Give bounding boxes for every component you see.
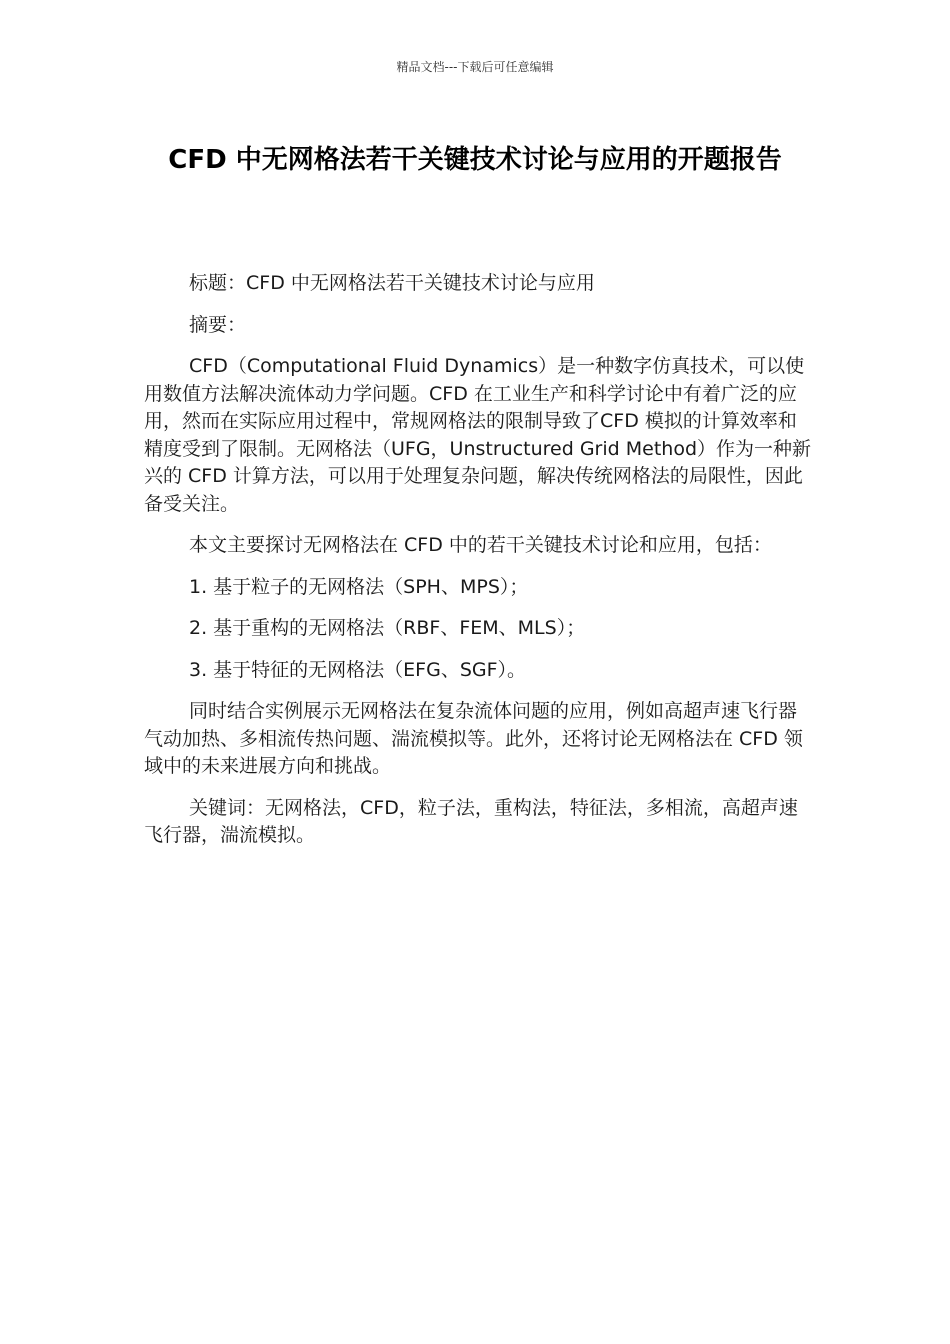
abstract-label: 摘要： bbox=[189, 313, 247, 336]
title-line: 标题：CFD 中无网格法若干关键技术讨论与应用 bbox=[189, 272, 595, 294]
list-item-3: 3. 基于特征的无网格法（EFG、SGF）。 bbox=[189, 658, 527, 681]
scope-paragraph: 本文主要探讨无网格法在 CFD 中的若干关键技术讨论和应用，包括： bbox=[189, 534, 772, 556]
document-body bbox=[144, 270, 814, 864]
keywords-paragraph: 关键词：无网格法，CFD，粒子法，重构法，特征法，多相流，高超声速飞行器，湍流模拟。 bbox=[144, 796, 798, 846]
application-paragraph: 同时结合实例展示无网格法在复杂流体问题的应用，例如高超声速飞行器气动加热、多相流传热问题、湍流模拟等。此外，还将讨论无网格法在 CFD 领域中的未来进展方向和挑战。 bbox=[144, 700, 803, 777]
document-title: CFD 中无网格法若干关键技术讨论与应用的开题报告 bbox=[168, 145, 782, 175]
list-item-2: 2. 基于重构的无网格法（RBF、FEM、MLS）； bbox=[189, 617, 586, 639]
header-note: 精品文档---下载后可任意编辑 bbox=[396, 60, 554, 74]
intro-paragraph: CFD（Computational Fluid Dynamics）是一种数字仿真技术，可以使用数值方法解决流体动力学问题。CFD 在工业生产和科学讨论中有着广泛的应用，然而在实际应用过程中，常规网格法的限制导致了CFD 模拟的计算效率和精度受到了限制。无网格法（UFG，Unstructured Grid Method）作为一种新兴的 CFD 计算方法，可以用于处理复杂问题，解决传统网格法的局限性，因此备受关注。 bbox=[144, 355, 812, 515]
list-item-1: 1. 基于粒子的无网格法（SPH、MPS）； bbox=[189, 575, 529, 598]
